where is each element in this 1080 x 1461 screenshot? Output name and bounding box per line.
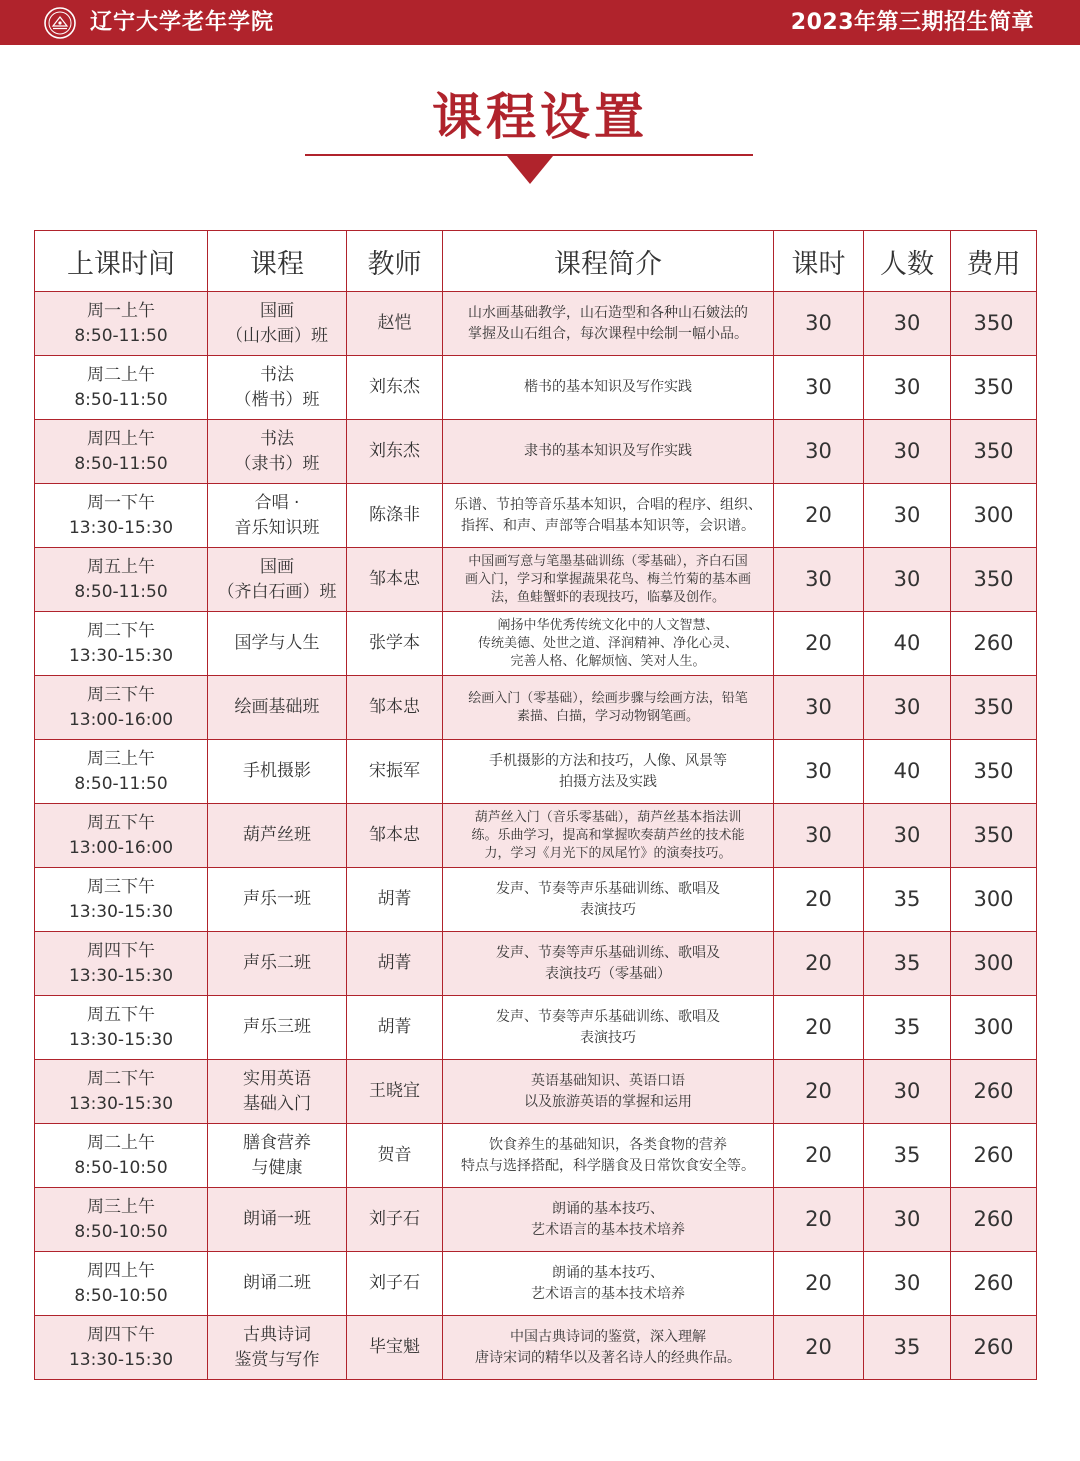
- hours-range: 13:30-15:30: [68, 1093, 174, 1114]
- course-line: 鉴赏与写作: [234, 1349, 320, 1370]
- teacher-cell: 赵恺: [347, 292, 443, 356]
- hours-cell: 20: [774, 1252, 864, 1316]
- table-row: [35, 1188, 1037, 1252]
- description-cell: [443, 548, 774, 612]
- school-name: 辽宁大学老年学院: [90, 10, 275, 35]
- day: 周三上午: [87, 1196, 155, 1217]
- course-cell: [208, 484, 347, 548]
- table-row: [35, 996, 1037, 1060]
- desc-line: 拍摄方法及实践: [559, 773, 657, 790]
- desc-line: 以及旅游英语的掌握和运用: [524, 1093, 692, 1110]
- time-cell: [35, 740, 208, 804]
- description-cell: [443, 1124, 774, 1188]
- hours-range: 13:00-16:00: [68, 837, 174, 858]
- teacher-cell: 胡菁: [347, 932, 443, 996]
- course-line: （山水画）班: [226, 325, 328, 346]
- day: 周二下午: [87, 620, 155, 641]
- hours-cell: 20: [774, 1124, 864, 1188]
- description-cell: [443, 932, 774, 996]
- header-capacity: 人数: [864, 231, 951, 292]
- course-table: [34, 230, 1037, 1380]
- course-line: 膳食营养: [243, 1132, 311, 1153]
- capacity-cell: 30: [864, 676, 951, 740]
- table-row: [35, 420, 1037, 484]
- course-cell: [208, 548, 347, 612]
- fee-cell: 350: [951, 676, 1037, 740]
- desc-line: 传统美德、处世之道、泽润精神、净化心灵、: [477, 635, 738, 651]
- course-cell: [208, 612, 347, 676]
- hours-cell: 30: [774, 548, 864, 612]
- time-cell: [35, 804, 208, 868]
- course-cell: [208, 292, 347, 356]
- capacity-cell: 35: [864, 996, 951, 1060]
- course-line: 书法: [260, 364, 294, 385]
- fee-cell: 350: [951, 804, 1037, 868]
- desc-line: 唐诗宋词的精华以及著名诗人的经典作品。: [475, 1349, 741, 1366]
- course-line: 国画: [260, 300, 294, 321]
- time-cell: [35, 868, 208, 932]
- capacity-cell: 35: [864, 1124, 951, 1188]
- hours-range: 13:30-15:30: [68, 901, 174, 922]
- course-line: 基础入门: [243, 1093, 311, 1114]
- course-line: 音乐知识班: [234, 517, 320, 538]
- table-row: [35, 484, 1037, 548]
- table-row: [35, 932, 1037, 996]
- hours-range: 8:50-10:50: [74, 1285, 168, 1306]
- desc-line: 楷书的基本知识及写作实践: [524, 379, 692, 395]
- capacity-cell: 35: [864, 932, 951, 996]
- time-cell: [35, 1060, 208, 1124]
- hours-cell: 20: [774, 1060, 864, 1124]
- enrollment-term: 2023年第三期招生简章: [790, 10, 1034, 35]
- description-cell: [443, 420, 774, 484]
- teacher-cell: 毕宝魁: [347, 1316, 443, 1380]
- desc-line: 练。乐曲学习，提高和掌握吹奏葫芦丝的技术能: [471, 827, 745, 843]
- hours-range: 8:50-10:50: [74, 1157, 168, 1178]
- hours-cell: 30: [774, 356, 864, 420]
- day: 周三下午: [87, 876, 155, 897]
- desc-line: 完善人格、化解烦恼、笑对人生。: [510, 653, 706, 669]
- day: 周五上午: [87, 556, 155, 577]
- time-cell: [35, 1124, 208, 1188]
- hours-range: 13:30-15:30: [68, 517, 174, 538]
- desc-line: 手机摄影的方法和技巧，人像、风景等: [489, 752, 727, 769]
- desc-line: 艺术语言的基本技术培养: [531, 1285, 685, 1302]
- desc-line: 中国画写意与笔墨基础训练（零基础），齐白石国: [468, 553, 748, 569]
- hours-cell: 30: [774, 740, 864, 804]
- table-row: [35, 740, 1037, 804]
- time-cell: [35, 548, 208, 612]
- desc-line: 葫芦丝入门（音乐零基础），葫芦丝基本指法训: [474, 809, 742, 825]
- hours-range: 13:30-15:30: [68, 645, 174, 666]
- hours-cell: 20: [774, 932, 864, 996]
- desc-line: 乐谱、节拍等音乐基本知识，合唱的程序、组织、: [454, 496, 762, 513]
- capacity-cell: 40: [864, 740, 951, 804]
- desc-line: 绘画入门（零基础），绘画步骤与绘画方法，铅笔: [468, 690, 748, 706]
- course-cell: [208, 676, 347, 740]
- teacher-cell: 胡菁: [347, 868, 443, 932]
- course-line: （楷书）班: [234, 389, 320, 410]
- description-cell: [443, 1316, 774, 1380]
- course-line: 与健康: [251, 1157, 303, 1178]
- table-row: [35, 548, 1037, 612]
- teacher-cell: 张学本: [347, 612, 443, 676]
- down-arrow-icon: [507, 156, 553, 184]
- fee-cell: 260: [951, 1316, 1037, 1380]
- table-row: [35, 868, 1037, 932]
- teacher-cell: 刘子石: [347, 1252, 443, 1316]
- time-cell: [35, 996, 208, 1060]
- day: 周四下午: [87, 1324, 155, 1345]
- hours-range: 8:50-11:50: [74, 389, 168, 410]
- hours-cell: 20: [774, 1316, 864, 1380]
- capacity-cell: 30: [864, 484, 951, 548]
- capacity-cell: 30: [864, 1060, 951, 1124]
- capacity-cell: 35: [864, 868, 951, 932]
- hours-cell: 20: [774, 868, 864, 932]
- fee-cell: 300: [951, 868, 1037, 932]
- desc-line: 阐扬中华优秀传统文化中的人文智慧、: [497, 617, 719, 633]
- hours-cell: 20: [774, 1188, 864, 1252]
- course-line: （隶书）班: [234, 453, 320, 474]
- day: 周二上午: [87, 364, 155, 385]
- fee-cell: 300: [951, 484, 1037, 548]
- course-line: 朗诵一班: [243, 1209, 311, 1229]
- fee-cell: 350: [951, 740, 1037, 804]
- hours-range: 13:30-15:30: [68, 1029, 174, 1050]
- course-line: 声乐二班: [243, 953, 311, 973]
- hours-range: 13:30-15:30: [68, 1349, 174, 1370]
- teacher-cell: 王晓宜: [347, 1060, 443, 1124]
- course-line: 声乐一班: [243, 889, 311, 909]
- course-line: 书法: [260, 428, 294, 449]
- teacher-cell: 贺音: [347, 1124, 443, 1188]
- fee-cell: 350: [951, 292, 1037, 356]
- desc-line: 特点与选择搭配，科学膳食及日常饮食安全等。: [461, 1157, 755, 1174]
- course-line: 实用英语: [243, 1068, 311, 1089]
- capacity-cell: 30: [864, 804, 951, 868]
- header-fee: 费用: [951, 231, 1037, 292]
- day: 周二上午: [87, 1132, 155, 1153]
- time-cell: [35, 356, 208, 420]
- hours-cell: 20: [774, 996, 864, 1060]
- day: 周五下午: [87, 812, 155, 833]
- course-cell: [208, 1188, 347, 1252]
- day: 周四上午: [87, 428, 155, 449]
- teacher-cell: 邹本忠: [347, 548, 443, 612]
- hours-cell: 30: [774, 292, 864, 356]
- desc-line: 表演技巧: [580, 901, 636, 918]
- hours-cell: 30: [774, 676, 864, 740]
- fee-cell: 300: [951, 932, 1037, 996]
- fee-cell: 260: [951, 1124, 1037, 1188]
- header-bar: [0, 0, 1080, 45]
- capacity-cell: 40: [864, 612, 951, 676]
- hours-range: 13:30-15:30: [68, 965, 174, 986]
- fee-cell: 260: [951, 1188, 1037, 1252]
- day: 周五下午: [87, 1004, 155, 1025]
- time-cell: [35, 1316, 208, 1380]
- desc-line: 画入门，学习和掌握蔬果花鸟、梅兰竹菊的基本画: [464, 571, 751, 587]
- capacity-cell: 30: [864, 1252, 951, 1316]
- hours-range: 8:50-10:50: [74, 1221, 168, 1242]
- desc-line: 艺术语言的基本技术培养: [531, 1221, 685, 1238]
- time-cell: [35, 1188, 208, 1252]
- desc-line: 朗诵的基本技巧、: [552, 1200, 664, 1217]
- course-cell: [208, 932, 347, 996]
- time-cell: [35, 676, 208, 740]
- course-cell: [208, 1124, 347, 1188]
- time-cell: [35, 1252, 208, 1316]
- teacher-cell: 刘子石: [347, 1188, 443, 1252]
- header-description: 课程简介: [443, 231, 774, 292]
- table-row: [35, 292, 1037, 356]
- course-line: 国学与人生: [234, 633, 320, 653]
- description-cell: [443, 804, 774, 868]
- course-cell: [208, 1060, 347, 1124]
- hours-cell: 30: [774, 804, 864, 868]
- desc-line: 隶书的基本知识及写作实践: [524, 443, 692, 459]
- capacity-cell: 30: [864, 420, 951, 484]
- desc-line: 发声、节奏等声乐基础训练、歌唱及: [496, 1008, 720, 1025]
- course-cell: [208, 1316, 347, 1380]
- desc-line: 朗诵的基本技巧、: [552, 1264, 664, 1281]
- course-line: 手机摄影: [243, 761, 311, 781]
- course-line: 声乐三班: [243, 1017, 311, 1037]
- course-line: 朗诵二班: [243, 1273, 311, 1293]
- capacity-cell: 35: [864, 1316, 951, 1380]
- hours-range: 13:00-16:00: [68, 709, 174, 730]
- desc-line: 山水画基础教学，山石造型和各种山石皴法的: [468, 304, 748, 321]
- header-course: 课程: [208, 231, 347, 292]
- fee-cell: 260: [951, 1252, 1037, 1316]
- course-cell: [208, 804, 347, 868]
- fee-cell: 260: [951, 612, 1037, 676]
- course-line: 古典诗词: [243, 1324, 311, 1345]
- description-cell: [443, 1252, 774, 1316]
- course-cell: [208, 420, 347, 484]
- desc-line: 表演技巧: [580, 1029, 636, 1046]
- description-cell: [443, 740, 774, 804]
- day: 周四上午: [87, 1260, 155, 1281]
- desc-line: 中国古典诗词的鉴赏，深入理解: [510, 1328, 706, 1345]
- desc-line: 法，鱼蛙蟹虾的表现技巧，临摹及创作。: [490, 589, 725, 605]
- page-title: 课程设置: [432, 87, 648, 146]
- course-cell: [208, 740, 347, 804]
- course-line: 国画: [260, 556, 294, 577]
- hours-range: 8:50-11:50: [74, 581, 168, 602]
- teacher-cell: 邹本忠: [347, 804, 443, 868]
- description-cell: [443, 1188, 774, 1252]
- teacher-cell: 胡菁: [347, 996, 443, 1060]
- fee-cell: 260: [951, 1060, 1037, 1124]
- description-cell: [443, 996, 774, 1060]
- header-teacher: 教师: [347, 231, 443, 292]
- hours-range: 8:50-11:50: [74, 453, 168, 474]
- course-cell: [208, 1252, 347, 1316]
- teacher-cell: 宋振军: [347, 740, 443, 804]
- header-time: 上课时间: [35, 231, 208, 292]
- table-header-row: [35, 231, 1037, 292]
- desc-line: 发声、节奏等声乐基础训练、歌唱及: [496, 880, 720, 897]
- teacher-cell: 刘东杰: [347, 356, 443, 420]
- hours-range: 8:50-11:50: [74, 773, 168, 794]
- table-row: [35, 612, 1037, 676]
- teacher-cell: 邹本忠: [347, 676, 443, 740]
- capacity-cell: 30: [864, 356, 951, 420]
- time-cell: [35, 932, 208, 996]
- teacher-cell: 陈涤非: [347, 484, 443, 548]
- hours-cell: 20: [774, 484, 864, 548]
- fee-cell: 350: [951, 356, 1037, 420]
- table-row: [35, 1316, 1037, 1380]
- desc-line: 发声、节奏等声乐基础训练、歌唱及: [496, 944, 720, 961]
- day: 周三上午: [87, 748, 155, 769]
- table-row: [35, 1252, 1037, 1316]
- hours-cell: 30: [774, 420, 864, 484]
- description-cell: [443, 356, 774, 420]
- hours-range: 8:50-11:50: [74, 325, 168, 346]
- description-cell: [443, 1060, 774, 1124]
- course-cell: [208, 868, 347, 932]
- day: 周二下午: [87, 1068, 155, 1089]
- desc-line: 力，学习《月光下的凤尾竹》的演奏技巧。: [484, 845, 732, 861]
- table-row: [35, 804, 1037, 868]
- table-row: [35, 356, 1037, 420]
- description-cell: [443, 612, 774, 676]
- capacity-cell: 30: [864, 548, 951, 612]
- fee-cell: 350: [951, 420, 1037, 484]
- desc-line: 表演技巧（零基础）: [545, 965, 671, 982]
- course-line: （齐白石画）班: [217, 581, 337, 602]
- capacity-cell: 30: [864, 1188, 951, 1252]
- desc-line: 指挥、和声、声部等合唱基本知识等，会识谱。: [461, 517, 755, 534]
- description-cell: [443, 292, 774, 356]
- course-cell: [208, 356, 347, 420]
- day: 周一上午: [87, 300, 155, 321]
- header-hours: 课时: [774, 231, 864, 292]
- day: 周三下午: [87, 684, 155, 705]
- day: 周四下午: [87, 940, 155, 961]
- time-cell: [35, 612, 208, 676]
- table-row: [35, 1060, 1037, 1124]
- table-row: [35, 1124, 1037, 1188]
- day: 周一下午: [87, 492, 155, 513]
- teacher-cell: 刘东杰: [347, 420, 443, 484]
- capacity-cell: 30: [864, 292, 951, 356]
- course-line: 合唱 ·: [254, 492, 300, 513]
- desc-line: 素描、白描，学习动物钢笔画。: [516, 708, 699, 724]
- desc-line: 掌握及山石组合，每次课程中绘制一幅小品。: [468, 325, 748, 342]
- table-row: [35, 676, 1037, 740]
- description-cell: [443, 484, 774, 548]
- course-line: 绘画基础班: [234, 697, 320, 717]
- time-cell: [35, 484, 208, 548]
- university-seal-icon: [44, 7, 76, 39]
- description-cell: [443, 868, 774, 932]
- desc-line: 英语基础知识、英语口语: [531, 1072, 685, 1089]
- course-cell: [208, 996, 347, 1060]
- fee-cell: 300: [951, 996, 1037, 1060]
- desc-line: 饮食养生的基础知识，各类食物的营养: [489, 1136, 727, 1153]
- fee-cell: 350: [951, 548, 1037, 612]
- time-cell: [35, 420, 208, 484]
- course-line: 葫芦丝班: [243, 825, 311, 845]
- description-cell: [443, 676, 774, 740]
- hours-cell: 20: [774, 612, 864, 676]
- time-cell: [35, 292, 208, 356]
